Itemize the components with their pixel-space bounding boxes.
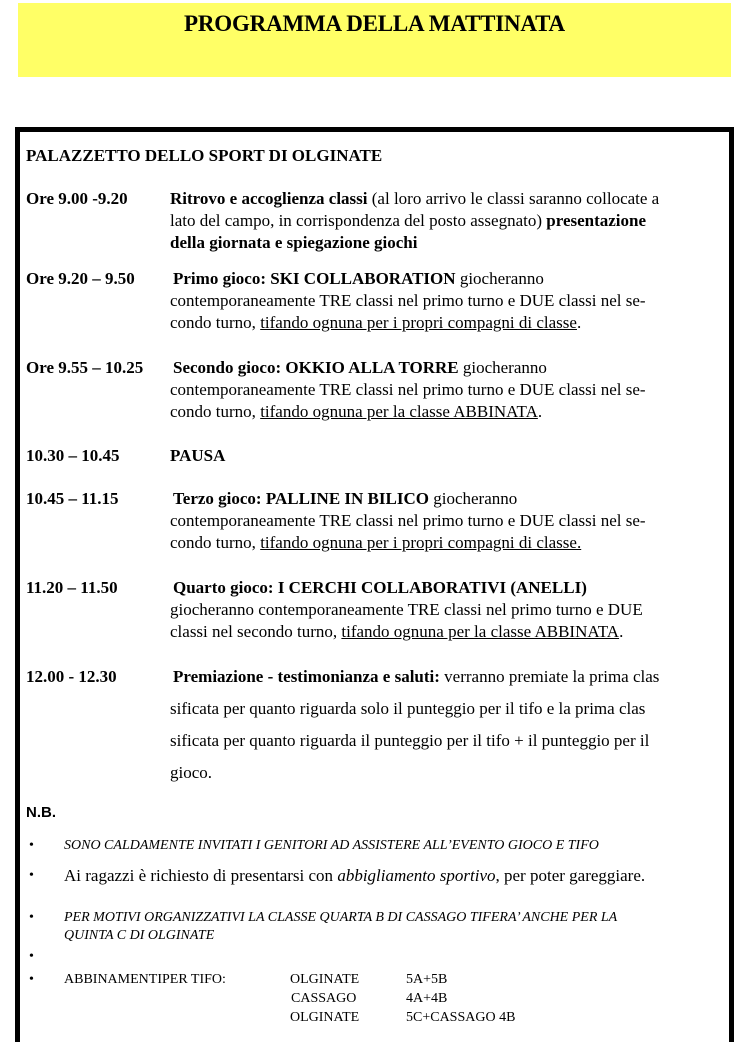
underlined-text: tifando ognuna per i propri compagni di classe xyxy=(260,313,577,332)
schedule-time-arrival: Ore 9.00 -9.20 xyxy=(26,189,128,208)
note-parents-invited xyxy=(64,837,599,855)
pairing-school: OLGINATE xyxy=(290,972,360,987)
schedule-time-second-game: Ore 9.55 – 10.25 xyxy=(26,358,144,377)
description-line xyxy=(170,290,730,312)
description-line xyxy=(170,312,730,334)
text-segment: giocheranno xyxy=(428,489,518,508)
text-segment: condo turno, xyxy=(170,533,261,552)
schedule-description-third-game xyxy=(170,488,730,554)
text-segment: condo turno, xyxy=(170,402,261,421)
description-line xyxy=(170,488,730,510)
bold-text: Ritrovo e accoglienza classi xyxy=(170,189,368,208)
bold-text: Premiazione - testimonianza e saluti: xyxy=(173,667,440,686)
venue-heading: PALAZZETTO DELLO SPORT DI OLGINATE xyxy=(26,146,383,165)
notes-label: N.B. xyxy=(26,804,56,821)
schedule-time-fourth-game: 11.20 – 11.50 xyxy=(26,578,118,597)
pairings-label: ABBINAMENTIPER TIFO: xyxy=(64,972,226,987)
description-line xyxy=(170,725,730,757)
underlined-text: tifando ognuna per i propri compagni di classe. xyxy=(260,533,582,552)
text-segment: contemporaneamente TRE classi nel primo turno e DUE classi nel se- xyxy=(170,291,646,310)
schedule-description-first-game xyxy=(170,268,730,334)
bold-text: Secondo gioco: OKKIO ALLA TORRE xyxy=(173,358,459,377)
text-segment: condo turno, xyxy=(170,313,261,332)
bold-text: Terzo gioco: PALLINE IN BILICO xyxy=(173,489,429,508)
note-organization-line-1: PER MOTIVI ORGANIZZATIVI LA CLASSE QUARTA B DI CASSAGO TIFERA’ ANCHE PER LA xyxy=(64,910,618,925)
schedule-description-second-game xyxy=(170,357,730,423)
bold-text: Quarto gioco: I CERCHI COLLABORATIVI (ANELLI) xyxy=(173,578,587,597)
description-line xyxy=(170,757,730,789)
schedule-time-third-game: 10.45 – 11.15 xyxy=(26,489,119,508)
bullet-icon: • xyxy=(29,868,34,883)
description-line xyxy=(170,445,730,467)
title-banner xyxy=(18,3,731,77)
bullet-icon: • xyxy=(29,972,34,987)
description-line xyxy=(170,693,730,725)
description-line xyxy=(170,401,730,423)
pairing-classes: 4A+4B xyxy=(406,991,448,1006)
description-line xyxy=(170,577,730,599)
description-line xyxy=(170,357,730,379)
note-organization-line-2: QUINTA C DI OLGINATE xyxy=(64,928,215,943)
bullet-icon: • xyxy=(29,910,34,925)
description-line xyxy=(170,661,730,693)
text-segment: sificata per quanto riguarda il punteggio per il tifo + il punteggio per il xyxy=(170,731,650,750)
description-line xyxy=(170,379,730,401)
description-line xyxy=(170,621,730,643)
underlined-text: tifando ognuna per la classe ABBINATA xyxy=(341,622,620,641)
note-sportswear xyxy=(64,865,645,887)
bold-text: della giornata e spiegazione giochi xyxy=(170,233,418,252)
underlined-text: tifando ognuna per la classe ABBINATA xyxy=(260,402,538,421)
text-segment: Ai ragazzi è richiesto di presentarsi con xyxy=(64,866,338,885)
bold-text: presentazione xyxy=(546,211,647,230)
pairing-school: OLGINATE xyxy=(290,1010,360,1025)
text-segment: contemporaneamente TRE classi nel primo turno e DUE classi nel se- xyxy=(170,380,646,399)
text-segment: giocheranno xyxy=(455,269,544,288)
italic-text: abbigliamento sportivo xyxy=(337,866,496,885)
schedule-description-break xyxy=(170,445,730,467)
text-segment: (al loro arrivo le classi saranno collocate a xyxy=(367,189,660,208)
text-segment: lato del campo, in corrispondenza del posto assegnato) xyxy=(170,211,547,230)
description-line xyxy=(170,210,730,232)
pairing-classes: 5C+CASSAGO 4B xyxy=(406,1010,516,1025)
text-segment: verranno premiate la prima clas xyxy=(439,667,660,686)
description-line xyxy=(170,232,730,254)
schedule-description-arrival xyxy=(170,188,730,254)
bold-text: Primo gioco: SKI COLLABORATION xyxy=(173,269,456,288)
text-segment: . xyxy=(576,313,582,332)
description-line xyxy=(170,599,730,621)
description-line xyxy=(170,510,730,532)
page-title: PROGRAMMA DELLA MATTINATA xyxy=(184,11,565,36)
text-segment: . xyxy=(537,402,543,421)
text-segment: . xyxy=(619,622,624,641)
italic-text: SONO CALDAMENTE INVITATI I GENITORI AD ASSISTERE ALL’EVENTO GIOCO E TIFO xyxy=(64,838,599,853)
pairing-school: CASSAGO xyxy=(291,991,357,1006)
note-organization xyxy=(64,909,617,945)
text-segment: giocheranno xyxy=(458,358,547,377)
text-segment: giocheranno contemporaneamente TRE classi nel primo turno e DUE xyxy=(170,600,643,619)
text-segment: sificata per quanto riguarda solo il punteggio per il tifo e la prima clas xyxy=(170,699,646,718)
program-box xyxy=(15,127,734,1042)
text-segment: contemporaneamente TRE classi nel primo turno e DUE classi nel se- xyxy=(170,511,646,530)
description-line xyxy=(170,188,730,210)
bullet-icon: • xyxy=(29,949,34,964)
description-line xyxy=(170,532,730,554)
schedule-time-first-game: Ore 9.20 – 9.50 xyxy=(26,269,135,288)
description-line xyxy=(170,268,730,290)
schedule-description-fourth-game xyxy=(170,577,730,643)
text-segment: gioco. xyxy=(170,763,213,782)
schedule-time-awards: 12.00 - 12.30 xyxy=(26,667,117,686)
schedule-description-awards xyxy=(170,661,730,789)
bold-text: PAUSA xyxy=(170,446,226,465)
text-segment: , per poter gareggiare. xyxy=(495,866,646,885)
pairing-classes: 5A+5B xyxy=(406,972,448,987)
schedule-time-break: 10.30 – 10.45 xyxy=(26,446,120,465)
text-segment: classi nel secondo turno, xyxy=(170,622,342,641)
bullet-icon: • xyxy=(29,838,34,853)
